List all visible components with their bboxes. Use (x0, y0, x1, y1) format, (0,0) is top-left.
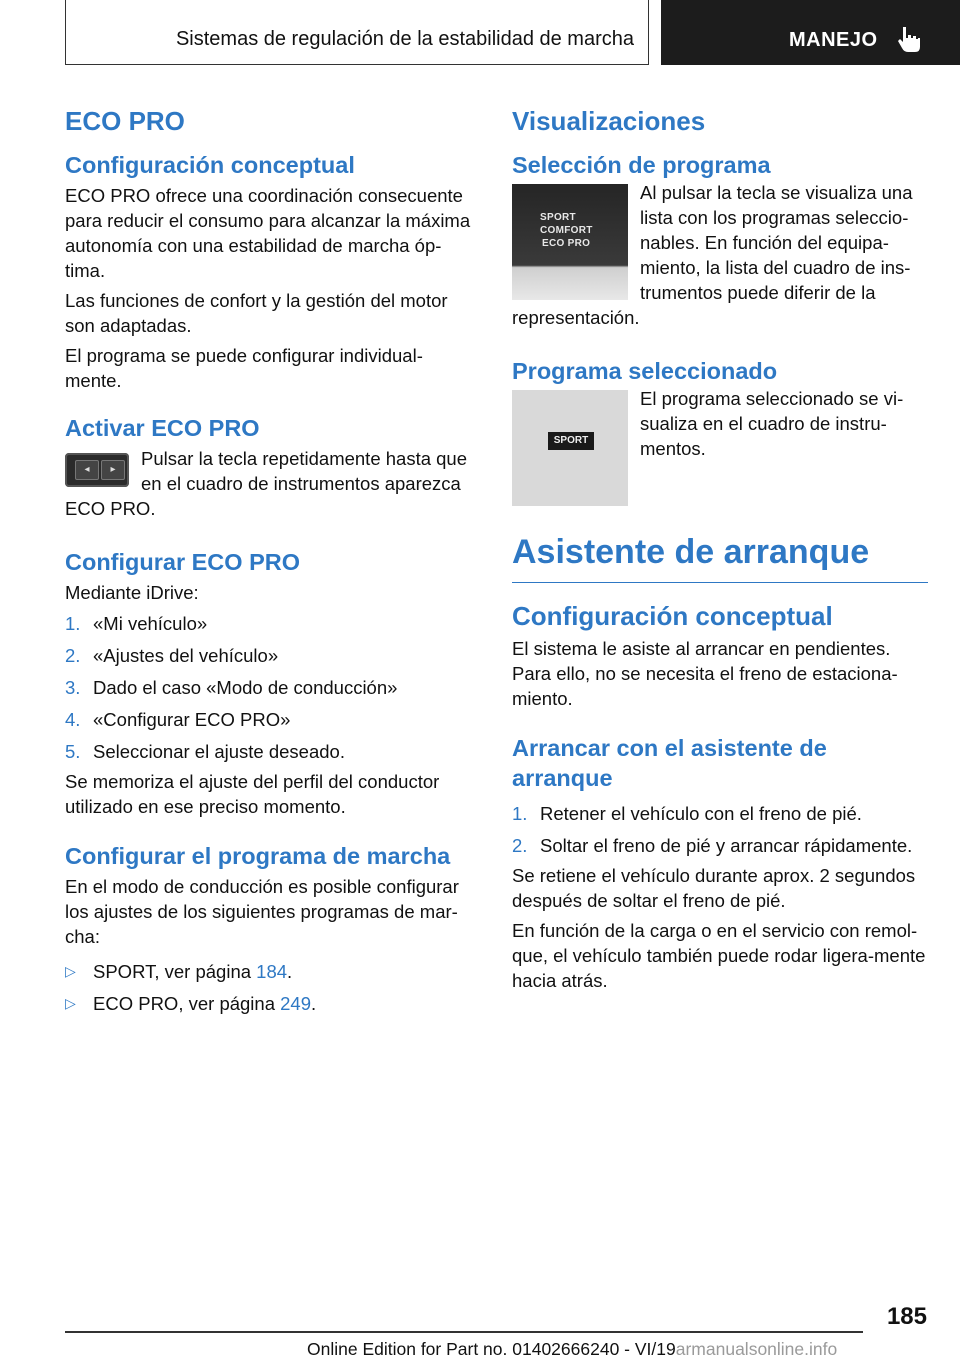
configure-after: Se memoriza el ajuste del perfil del conductor utilizado en ese preciso momento. (65, 771, 440, 817)
selected-program-display (512, 390, 628, 506)
bullet-text: SPORT, ver página (93, 961, 257, 982)
concept-paragraph-1: ECO PRO ofrece una coordinación consecuente para reducir el consumo para alcanzar la máxima autonomía con una estabilidad de marcha óp-tima. (65, 185, 471, 281)
selected-program-paragraph: El programa seleccionado se vi-sualiza en el cuadro de instru-mentos. (640, 388, 904, 459)
concept-heading: Configuración conceptual (65, 152, 355, 178)
list-item (65, 739, 477, 764)
selected-program-image (512, 390, 628, 506)
bullet-end: . (311, 993, 317, 1014)
right-column (512, 100, 928, 993)
chapter-label: MANEJO (789, 29, 878, 51)
list-item (65, 707, 477, 732)
program-selection-paragraph: Al pulsar la tecla se visualiza una lista con los programas seleccio-nables. En función del equipa-miento, la lista del cuadro de ins-trumentos puede diferir de la representación. (512, 182, 913, 328)
sport-badge: SPORT (548, 432, 594, 450)
chapter-tab (661, 0, 960, 65)
display-line-3: ECO PRO (542, 238, 591, 249)
header-title-box (65, 0, 649, 65)
selected-program-heading: Programa seleccionado (512, 358, 778, 384)
watermark-text: armanualsonline.info (675, 1339, 838, 1359)
step-text: Dado el caso «Modo de conducción» (93, 677, 398, 698)
assist-concept-heading: Configuración conceptual (512, 601, 833, 631)
concept-paragraph-3: El programa se puede configurar individual-mente. (65, 345, 423, 391)
drive-mode-key-image (65, 447, 129, 487)
section-title: Sistemas de regulación de la estabilidad de marcha (175, 28, 634, 50)
list-item (65, 991, 477, 1016)
page-number: 185 (886, 1303, 927, 1330)
list-item (65, 611, 477, 636)
edition-text: Online Edition for Part no. 01402666240 - VI/19 (307, 1339, 676, 1359)
step-number: 2. (512, 835, 528, 856)
display-line-2: COMFORT (540, 225, 593, 236)
left-column (65, 100, 477, 1023)
configure-heading: Configurar ECO PRO (65, 549, 301, 575)
step-number: 5. (65, 741, 81, 762)
triangle-bullet-icon: ▷ (65, 963, 76, 979)
program-list (65, 959, 477, 1016)
step-text: «Mi vehículo» (93, 613, 208, 634)
step-text: Seleccionar el ajuste deseado. (93, 741, 345, 762)
program-selection-heading: Selección de programa (512, 152, 771, 178)
step-number: 3. (65, 677, 81, 698)
page-link[interactable]: 184 (256, 961, 288, 982)
eco-pro-title: ECO PRO (65, 106, 185, 136)
visualizations-title: Visualizaciones (512, 106, 706, 136)
bullet-end: . (287, 961, 293, 982)
step-text: «Configurar ECO PRO» (93, 709, 291, 730)
program-list-display (512, 184, 628, 300)
configure-steps (65, 611, 477, 764)
start-heading: Arrancar con el asistente de arranque (512, 735, 827, 791)
list-item (65, 675, 477, 700)
hand-pointer-icon (894, 24, 924, 54)
step-number: 1. (512, 803, 528, 824)
key-right-icon: ▸ (101, 460, 125, 480)
start-assist-title: Asistente de arranque (512, 530, 928, 583)
concept-paragraph-2: Las funciones de confort y la gestión del motor son adaptadas. (65, 290, 448, 336)
list-item (65, 959, 477, 984)
step-number: 1. (65, 613, 81, 634)
bullet-text: ECO PRO, ver página (93, 993, 281, 1014)
program-list-image (512, 184, 628, 300)
activate-paragraph: Pulsar la tecla repetidamente hasta que en el cuadro de instrumentos aparezca ECO PRO. (65, 448, 468, 519)
list-item (512, 801, 928, 826)
start-steps (512, 801, 928, 858)
program-heading: Configurar el programa de marcha (65, 843, 451, 869)
page-link[interactable]: 249 (280, 993, 312, 1014)
step-number: 2. (65, 645, 81, 666)
assist-concept-paragraph: El sistema le asiste al arrancar en pendientes. Para ello, no se necesita el freno de estaciona-miento. (512, 638, 898, 709)
list-item (65, 643, 477, 668)
program-paragraph: En el modo de conducción es posible configurar los ajustes de los siguientes programas de mar-cha: (65, 876, 459, 947)
display-line-1: SPORT (540, 212, 576, 223)
switch-key-icon (65, 453, 129, 487)
start-paragraph-1: Se retiene el vehículo durante aprox. 2 segundos después de soltar el freno de pié. (512, 865, 916, 911)
step-text: Retener el vehículo con el freno de pié. (540, 803, 862, 824)
activate-heading: Activar ECO PRO (65, 415, 260, 441)
key-left-icon: ◂ (75, 460, 99, 480)
footer-divider (65, 1331, 863, 1333)
list-item (512, 833, 928, 858)
triangle-bullet-icon: ▷ (65, 995, 76, 1011)
step-number: 4. (65, 709, 81, 730)
step-text: «Ajustes del vehículo» (93, 645, 279, 666)
footer-text (307, 1339, 837, 1360)
start-paragraph-2: En función de la carga o en el servicio con remol-que, el vehículo también puede rodar ligera-mente hacia atrás. (512, 920, 926, 991)
configure-intro: Mediante iDrive: (65, 582, 199, 603)
step-text: Soltar el freno de pié y arrancar rápidamente. (540, 835, 913, 856)
